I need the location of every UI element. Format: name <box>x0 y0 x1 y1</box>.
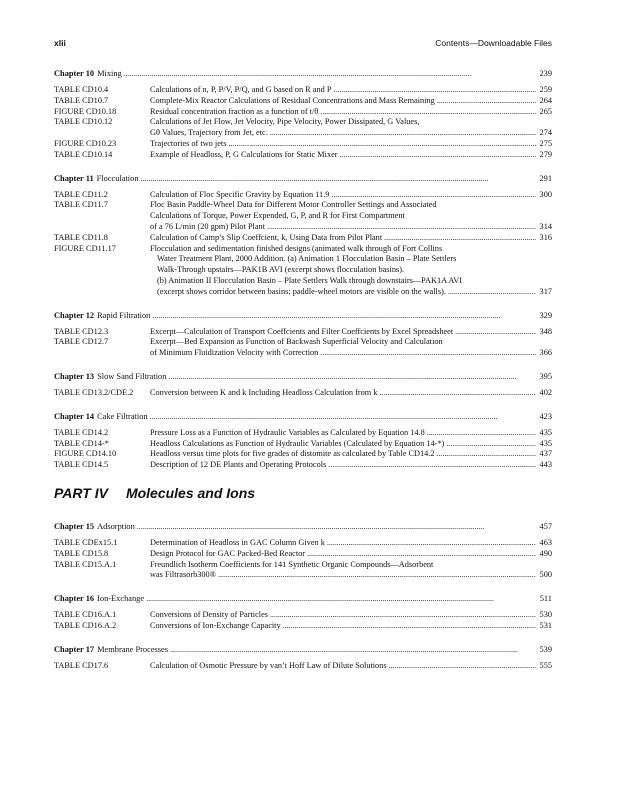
toc-section-part-iv <box>54 521 552 672</box>
chapter-number: Chapter 14 <box>54 411 95 421</box>
entry-label: TABLE CD11.8 <box>54 232 108 242</box>
chapter-title: Rapid Filtration <box>97 310 151 320</box>
entry-page: 443 <box>539 460 552 470</box>
entry-text-line: was Filtrasorb300® <box>150 570 216 580</box>
leader-dots <box>124 68 536 79</box>
entry-text <box>150 428 552 439</box>
leader-dots <box>437 449 536 460</box>
toc-entry[interactable] <box>54 117 552 139</box>
entry-line <box>54 348 552 359</box>
entry-text <box>150 128 552 139</box>
entry-page: 265 <box>539 106 552 116</box>
entry-text <box>150 222 552 233</box>
toc-entry[interactable] <box>54 460 552 471</box>
entry-line <box>54 449 552 460</box>
chapter-block <box>54 593 552 632</box>
chapter-number: Chapter 10 <box>54 69 95 78</box>
running-title: Contents—Downloadable Files <box>435 38 552 48</box>
entry-text <box>150 244 552 255</box>
entry-text <box>150 200 552 211</box>
entry-text <box>150 96 552 107</box>
entry-page: 555 <box>539 660 552 670</box>
leader-dots <box>384 233 536 244</box>
entry-text <box>157 276 552 287</box>
entry-text-line: Calculation of Camp’s Slip Coeffcient, k, Using Data from Pilot Plant <box>150 232 383 242</box>
entry-line <box>54 428 552 439</box>
entry-text-line: Calculation of Osmotic Pressure by van’t Hoff Law of Dilute Solutions <box>150 660 387 670</box>
chapter-number: Chapter 11 <box>54 173 94 183</box>
chapter-heading[interactable] <box>54 593 552 604</box>
entry-text-line: Freundlich Isotherm Coefficients for 141 Synthetic Organic Compounds—Adsorbent <box>150 559 434 569</box>
entry-line <box>54 621 552 632</box>
leader-dots <box>455 327 536 338</box>
toc-entry[interactable] <box>54 85 552 96</box>
entry-page: 530 <box>539 610 552 620</box>
entry-label: TABLE CD16.A.2 <box>54 620 117 630</box>
toc-entry[interactable] <box>54 107 552 118</box>
entry-text-line: Example of Headloss, P, G Calculations for Static Mixer <box>150 149 338 159</box>
entry-label: TABLE CD13.2/CDE.2 <box>54 387 134 397</box>
entry-text-line: Determination of Headloss in GAC Column Given k <box>150 537 325 547</box>
entry-text-line: Design Protocol for GAC Packed-Bed Reactor <box>150 548 306 558</box>
leader-dots <box>340 150 536 161</box>
leader-dots <box>427 428 536 439</box>
entry-label: TABLE CD14.5 <box>54 460 109 470</box>
entry-line <box>54 222 552 233</box>
leader-dots <box>270 610 536 621</box>
entry-text-line: Pressure Loss as a Function of Hydraulic Variables as Calculated by Equation 14.8 <box>150 427 425 437</box>
chapter-page: 457 <box>539 521 552 531</box>
leader-dots <box>141 173 536 184</box>
entry-page: 348 <box>539 326 552 336</box>
entry-page: 531 <box>539 620 552 630</box>
toc-entry[interactable] <box>54 610 552 621</box>
chapter-block <box>54 173 552 298</box>
chapter-heading[interactable] <box>54 411 552 422</box>
chapter-page: 511 <box>539 594 552 604</box>
chapter-page: 539 <box>539 644 552 654</box>
chapter-block <box>54 644 552 672</box>
entry-text <box>150 190 552 201</box>
toc-entry[interactable] <box>54 96 552 107</box>
entry-label: TABLE CD12.3 <box>54 326 109 336</box>
entry-line <box>54 439 552 450</box>
entry-text <box>150 538 552 549</box>
entry-text <box>157 265 552 276</box>
chapter-title: Mixing <box>97 69 122 78</box>
chapter-number: Chapter 16 <box>54 594 95 604</box>
toc-entry[interactable] <box>54 244 552 298</box>
toc-entry[interactable] <box>54 327 552 338</box>
toc-entry[interactable] <box>54 428 552 439</box>
entry-text-line: Residual concentration fraction as a function of t/θ <box>150 106 319 116</box>
toc-entry[interactable] <box>54 661 552 672</box>
entry-page: 435 <box>539 438 552 448</box>
leader-dots <box>168 371 536 382</box>
entry-page: 317 <box>539 286 552 296</box>
entry-label: TABLE CD15.A.1 <box>54 559 117 569</box>
toc-section-part-iii <box>54 68 552 471</box>
entry-text-line: Conversions of Ion-Exchange Capacity <box>150 620 281 630</box>
toc-entry[interactable] <box>54 549 552 560</box>
entry-label: TABLE CD17.6 <box>54 660 109 670</box>
chapter-number: Chapter 13 <box>54 371 95 381</box>
toc-entry[interactable] <box>54 200 552 232</box>
chapter-title: Cake Filtration <box>97 411 148 421</box>
entry-text <box>150 348 552 359</box>
entry-text-line: Headloss versus time plots for five grades of distomite as calculated by Table CD14.2 <box>150 449 435 459</box>
entry-page: 259 <box>539 85 552 94</box>
leader-dots <box>327 538 536 549</box>
entry-text <box>157 287 552 298</box>
entry-label: TABLE CD10.14 <box>54 149 113 159</box>
entry-label: TABLE CD11.2 <box>54 189 108 199</box>
chapter-title: Slow Sand Filtration <box>97 371 167 381</box>
entry-text <box>150 85 552 96</box>
chapter-title: Flocculation <box>96 173 139 183</box>
entry-line <box>54 190 552 201</box>
chapter-page: 291 <box>539 173 552 183</box>
leader-dots <box>320 348 536 359</box>
leader-dots <box>328 460 536 471</box>
entry-label: FIGURE CD11.17 <box>54 243 116 253</box>
toc-entry[interactable] <box>54 190 552 201</box>
entry-line <box>54 560 552 571</box>
page-number: xlii <box>54 38 66 48</box>
entry-text <box>150 449 552 460</box>
toc-entry[interactable] <box>54 439 552 450</box>
entry-label: TABLE CD14.2 <box>54 427 109 437</box>
leader-dots <box>218 570 536 581</box>
entry-line <box>54 610 552 621</box>
leader-dots <box>150 411 536 422</box>
entry-text <box>150 439 552 450</box>
toc-entry[interactable] <box>54 337 552 359</box>
leader-dots <box>446 439 536 450</box>
entry-label: TABLE CDEx15.1 <box>54 537 118 547</box>
entry-label: FIGURE CD10.23 <box>54 138 117 148</box>
entry-line <box>54 276 552 287</box>
toc-entry[interactable] <box>54 139 552 150</box>
entry-text-line: (excerpt shows corridor between basins; paddle-wheel motors are visible on the walls). <box>157 286 446 296</box>
leader-dots <box>146 593 536 604</box>
leader-dots <box>170 644 536 655</box>
entry-text <box>150 549 552 560</box>
chapter-title: Ion-Exchange <box>97 594 145 604</box>
entry-line <box>54 327 552 338</box>
entry-text <box>150 107 552 118</box>
leader-dots <box>283 621 536 632</box>
chapter-title: Membrane Processes <box>97 644 169 654</box>
entry-text-line: Headloss Calculations as Function of Hydraulic Variables (Calculated by Equation 14-*) <box>150 438 445 448</box>
chapter-block <box>54 68 552 161</box>
entry-text <box>150 610 552 621</box>
chapter-page: 423 <box>539 411 552 421</box>
toc-entry[interactable] <box>54 621 552 632</box>
entry-page: 366 <box>539 348 552 358</box>
entry-text-line: Excerpt—Bed Expansion as Function of Backwash Superficial Velocity and Calculation <box>150 337 443 347</box>
entry-text <box>150 139 552 150</box>
entry-text-line: Calculations of n, P, P/V, P/Q, and G based on R and P <box>150 85 332 94</box>
entry-label: TABLE CD15.8 <box>54 548 109 558</box>
entry-text-line: Water Treatment Plant, 2000 Addition. (a) Animation 1 Flocculation Basin – Plate Settlers <box>157 254 457 264</box>
entry-line <box>54 85 552 96</box>
entry-text-line: Calculations of Jet Flow, Jet Velocity, Pipe Velocity, Power Dissipated, G Values, <box>150 117 420 127</box>
entry-line <box>54 107 552 118</box>
entry-label: TABLE CD11.7 <box>54 200 108 210</box>
toc-entry[interactable] <box>54 388 552 399</box>
chapter-heading[interactable] <box>54 68 552 79</box>
entry-text <box>150 117 552 128</box>
leader-dots <box>267 222 536 233</box>
entry-label: TABLE CD10.4 <box>54 85 109 94</box>
entry-text <box>150 150 552 161</box>
leader-dots <box>307 549 536 560</box>
entry-text <box>150 460 552 471</box>
entry-label: TABLE CD10.12 <box>54 117 113 127</box>
toc-entry[interactable] <box>54 150 552 161</box>
entry-text-line: of Minimum Fluidization Velocity with Correction <box>150 348 319 358</box>
leader-dots <box>379 388 536 399</box>
entry-line <box>54 150 552 161</box>
entry-text <box>150 337 552 348</box>
leader-dots <box>331 190 536 201</box>
entry-label: TABLE CD10.7 <box>54 95 109 105</box>
entry-line <box>54 661 552 672</box>
toc-entry[interactable] <box>54 538 552 549</box>
entry-text-line: of a 76 L/min (20 gpm) Pilot Plant <box>150 221 265 231</box>
entry-text <box>150 327 552 338</box>
entry-text <box>150 560 552 571</box>
part-number: PART IV <box>54 484 108 501</box>
entry-line <box>54 460 552 471</box>
chapter-heading[interactable] <box>54 644 552 655</box>
leader-dots <box>389 661 536 672</box>
entry-line <box>54 117 552 128</box>
entry-page: 402 <box>539 387 552 397</box>
entry-page: 500 <box>539 570 552 580</box>
entry-label: FIGURE CD14.10 <box>54 449 117 459</box>
leader-dots <box>320 107 536 118</box>
entry-page: 264 <box>539 95 552 105</box>
chapter-block <box>54 411 552 471</box>
chapter-heading[interactable] <box>54 173 552 184</box>
chapter-block <box>54 521 552 581</box>
entry-line <box>54 265 552 276</box>
entry-text-line: Flocculation and sedimentation finished designs (animated walk through of Fort Collins <box>150 243 443 253</box>
chapter-heading[interactable] <box>54 371 552 382</box>
entry-label: FIGURE CD10.18 <box>54 106 117 116</box>
chapter-number: Chapter 15 <box>54 521 95 531</box>
chapter-page: 395 <box>539 371 552 381</box>
entry-page: 274 <box>539 128 552 138</box>
entry-label: TABLE CD14-* <box>54 438 109 448</box>
entry-page: 314 <box>539 221 552 231</box>
entry-text-line: Trajectories of two jets <box>150 138 227 148</box>
entry-line <box>54 211 552 222</box>
entry-text-line: (b) Animation II Flocculation Basin – Plate Settlers Walk through downstairs—PAK1A AVI <box>157 275 462 285</box>
entry-page: 316 <box>539 232 552 242</box>
toc-entry[interactable] <box>54 560 552 582</box>
chapter-block <box>54 371 552 399</box>
chapter-block <box>54 310 552 359</box>
toc-entry[interactable] <box>54 449 552 460</box>
entry-page: 463 <box>539 537 552 547</box>
chapter-page: 329 <box>539 310 552 320</box>
entry-text <box>150 211 552 222</box>
entry-line <box>54 254 552 265</box>
entry-text-line: Complete-Mix Reactor Calculations of Residual Concentrations and Mass Remaining <box>150 95 435 105</box>
chapter-heading[interactable] <box>54 310 552 321</box>
entry-label: TABLE CD16.A.1 <box>54 610 117 620</box>
leader-dots <box>152 310 536 321</box>
entry-text-line: Calculation of Floc Specific Gravity by Equation 11.9 <box>150 189 330 199</box>
chapter-number: Chapter 12 <box>54 310 95 320</box>
toc-entry[interactable] <box>54 233 552 244</box>
running-header <box>54 38 552 48</box>
entry-label: TABLE CD12.7 <box>54 337 109 347</box>
entry-text <box>150 233 552 244</box>
leader-dots <box>448 287 536 298</box>
entry-line <box>54 549 552 560</box>
entry-page: 490 <box>539 548 552 558</box>
leader-dots <box>437 96 536 107</box>
entry-line <box>54 139 552 150</box>
entry-text <box>150 570 552 581</box>
chapter-number: Chapter 17 <box>54 644 95 654</box>
entry-line <box>54 244 552 255</box>
leader-dots <box>270 128 536 139</box>
entry-line <box>54 388 552 399</box>
entry-line <box>54 337 552 348</box>
entry-text-line: Floc Basin Paddle-Wheel Data for Different Motor Controller Settings and Associated <box>150 200 437 210</box>
entry-text-line: Excerpt—Calculation of Transport Coeffcients and Filter Coeffcients by Excel Spreadsheet <box>150 326 454 336</box>
part-title: Molecules and Ions <box>125 484 256 501</box>
entry-page: 437 <box>539 449 552 459</box>
part-heading <box>54 485 552 521</box>
chapter-heading[interactable] <box>54 521 552 532</box>
entry-text <box>150 621 552 632</box>
leader-dots <box>228 139 536 150</box>
entry-text-line: Gθ Values, Trajectory from Jet, etc. <box>150 128 268 138</box>
entry-text <box>150 661 552 672</box>
entry-text <box>157 254 552 265</box>
chapter-title: Adsorption <box>97 521 135 531</box>
entry-page: 300 <box>539 189 552 199</box>
entry-page: 279 <box>539 149 552 159</box>
entry-line <box>54 570 552 581</box>
chapter-page: 239 <box>539 69 552 78</box>
entry-text-line: Conversions of Density of Particles <box>150 610 268 620</box>
entry-text <box>150 388 552 399</box>
entry-line <box>54 287 552 298</box>
entry-text-line: Calculations of Torque, Power Expended, G, P, and R for First Compartment <box>150 211 405 221</box>
entry-text-line: Walk-Through upstairs—PAK1B AVI (excerpt shows flocculation basins). <box>157 265 405 275</box>
leader-dots <box>137 521 536 532</box>
entry-text-line: Conversion between K and k Including Headloss Calculation from k <box>150 387 378 397</box>
entry-line <box>54 233 552 244</box>
entry-page: 435 <box>539 427 552 437</box>
leader-dots <box>333 85 536 96</box>
entry-line <box>54 538 552 549</box>
entry-text-line: Description of 12 DE Plants and Operating Protocols <box>150 460 327 470</box>
entry-page: 275 <box>539 138 552 148</box>
entry-line <box>54 96 552 107</box>
toc-page <box>54 38 552 672</box>
entry-line <box>54 200 552 211</box>
entry-line <box>54 128 552 139</box>
